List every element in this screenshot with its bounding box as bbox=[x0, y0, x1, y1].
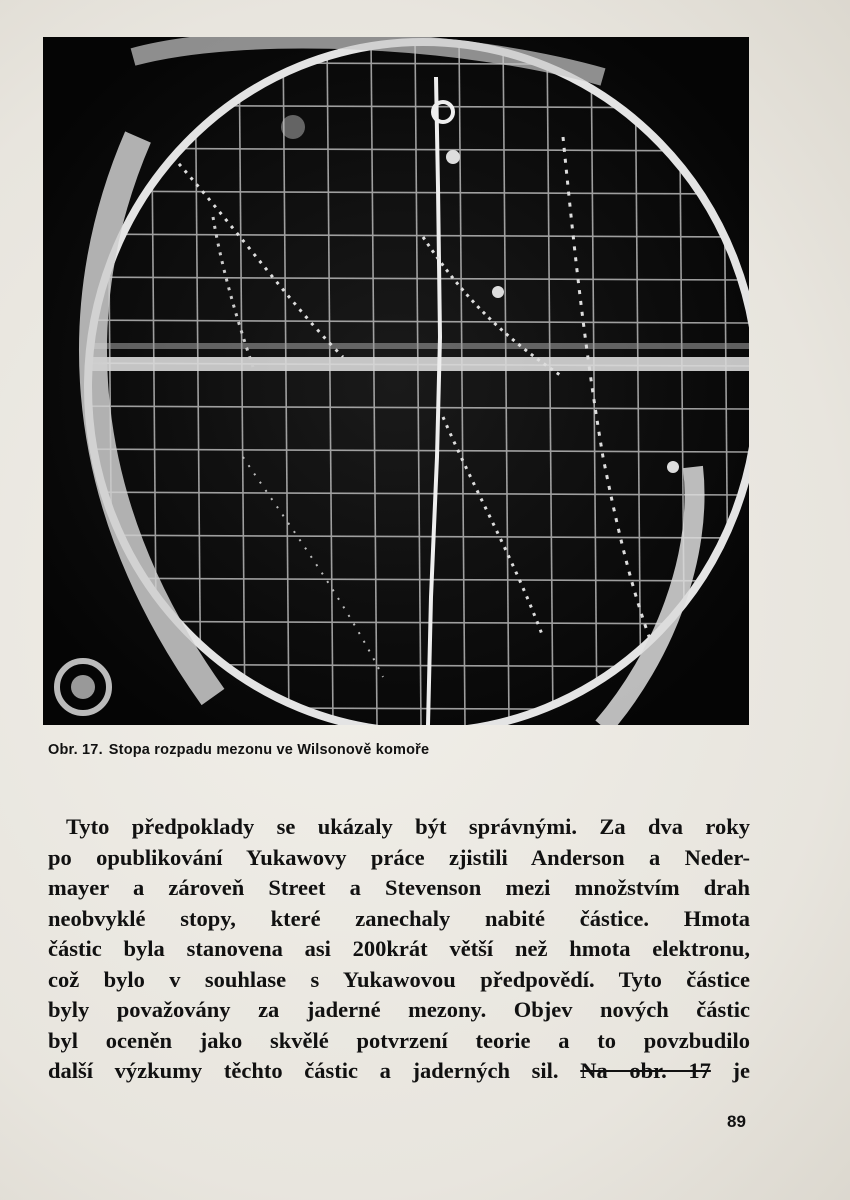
body-paragraph bbox=[48, 812, 750, 1087]
cloud-chamber-photo bbox=[43, 37, 749, 725]
page-number: 89 bbox=[727, 1112, 746, 1131]
text-line: byl oceněn jako skvělé potvrzení teorie a to povzbudilo bbox=[48, 1027, 750, 1053]
struck-reference: Na obr. 17 bbox=[580, 1058, 711, 1083]
last-line-end: je bbox=[732, 1058, 751, 1083]
caption-number: Obr. 17. bbox=[48, 742, 103, 758]
text-line: částic byla stanovena asi 200krát větší než hmota elektronu, bbox=[48, 936, 750, 961]
text-line: Tyto předpoklady se ukázaly být správnými. Za dva roky bbox=[66, 814, 750, 839]
text-line: mayer a zároveň Street a Stevenson mezi množstvím drah bbox=[48, 875, 750, 900]
figure-caption bbox=[48, 742, 429, 758]
text-line: po opublikování Yukawovy práce zjistili Anderson a Neder- bbox=[48, 844, 750, 870]
caption-text: Stopa rozpadu mezonu ve Wilsonově komoře bbox=[108, 742, 430, 758]
text-line: byly považovány za jaderné mezony. Objev nových částic bbox=[48, 997, 750, 1022]
text-line: neobvyklé stopy, které zanechaly nabité částice. Hmota bbox=[48, 905, 750, 931]
text-line-last bbox=[48, 1056, 750, 1087]
text-line: což bylo v souhlase s Yukawovou předpovědí. Tyto částice bbox=[48, 966, 750, 992]
last-line-start: další výzkumy těchto částic a jaderných sil. bbox=[48, 1058, 559, 1083]
